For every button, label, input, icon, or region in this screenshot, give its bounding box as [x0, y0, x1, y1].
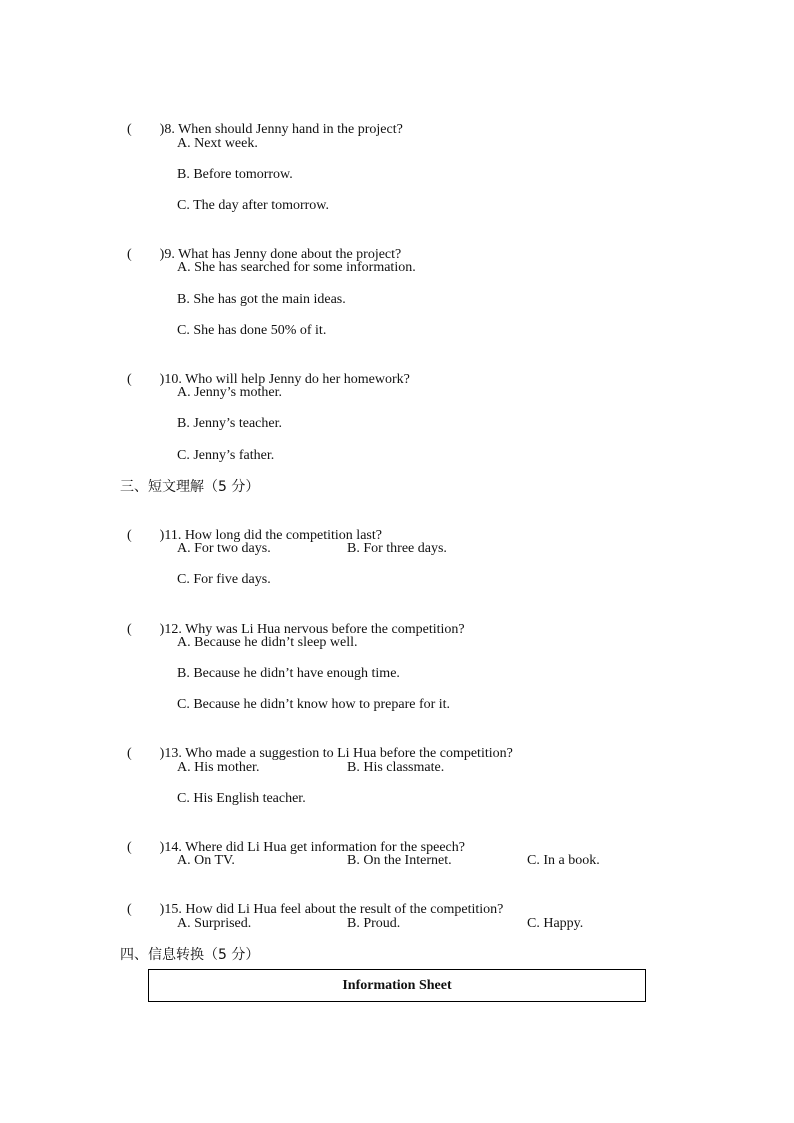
- answer-bracket-open[interactable]: (: [127, 746, 132, 761]
- answer-bracket-close: ): [159, 247, 165, 262]
- option-c[interactable]: C. In a book.: [527, 853, 600, 868]
- answer-bracket-close: ): [159, 902, 165, 917]
- answer-bracket-open[interactable]: (: [127, 122, 132, 137]
- option-b[interactable]: B. On the Internet.: [347, 853, 452, 868]
- option-c[interactable]: C. Happy.: [527, 916, 584, 931]
- question-stem: 8. When should Jenny hand in the project?: [164, 122, 403, 137]
- question-15: [120, 883, 503, 919]
- option-a[interactable]: A. Because he didn’t sleep well.: [177, 635, 358, 650]
- option-b[interactable]: B. His classmate.: [347, 760, 445, 775]
- answer-bracket-open[interactable]: (: [127, 902, 132, 917]
- option-c[interactable]: C. For five days.: [177, 572, 271, 587]
- question-13: [120, 727, 513, 763]
- option-a[interactable]: A. For two days.: [177, 541, 271, 556]
- answer-bracket-close: ): [159, 746, 165, 761]
- information-sheet-table: [148, 969, 646, 1002]
- option-c[interactable]: C. She has done 50% of it.: [177, 323, 327, 338]
- question-stem: 12. Why was Li Hua nervous before the competition?: [164, 622, 465, 637]
- option-a[interactable]: A. Next week.: [177, 136, 258, 151]
- answer-bracket-open[interactable]: (: [127, 372, 132, 387]
- answer-bracket-close: ): [159, 372, 165, 387]
- question-stem: 11. How long did the competition last?: [164, 528, 382, 543]
- answer-bracket-open[interactable]: (: [127, 622, 132, 637]
- section-heading: 三、短文理解（5 分）: [120, 479, 260, 495]
- answer-bracket-close: ): [159, 528, 165, 543]
- answer-bracket-open[interactable]: (: [127, 528, 132, 543]
- option-c[interactable]: C. Jenny’s father.: [177, 448, 275, 463]
- option-a[interactable]: A. Surprised.: [177, 916, 252, 931]
- question-stem: 10. Who will help Jenny do her homework?: [164, 372, 410, 387]
- option-c[interactable]: C. The day after tomorrow.: [177, 198, 330, 213]
- option-b[interactable]: B. Because he didn’t have enough time.: [177, 666, 400, 681]
- section-heading: 四、信息转换（5 分）: [120, 947, 260, 963]
- question-stem: 15. How did Li Hua feel about the result of the competition?: [164, 902, 504, 917]
- option-b[interactable]: B. Jenny’s teacher.: [177, 416, 282, 431]
- question-stem: 14. Where did Li Hua get information for the speech?: [164, 840, 465, 855]
- option-a[interactable]: A. Jenny’s mother.: [177, 385, 282, 400]
- option-c[interactable]: C. His English teacher.: [177, 791, 306, 806]
- answer-bracket-open[interactable]: (: [127, 247, 132, 262]
- option-b[interactable]: B. Proud.: [347, 916, 401, 931]
- question-stem: 13. Who made a suggestion to Li Hua before the competition?: [164, 746, 513, 761]
- option-c[interactable]: C. Because he didn’t know how to prepare for it.: [177, 697, 451, 712]
- option-b[interactable]: B. She has got the main ideas.: [177, 292, 346, 307]
- option-b[interactable]: B. Before tomorrow.: [177, 167, 293, 182]
- option-a[interactable]: A. She has searched for some information.: [177, 260, 416, 275]
- option-a[interactable]: A. His mother.: [177, 760, 260, 775]
- answer-bracket-close: ): [159, 840, 165, 855]
- option-a[interactable]: A. On TV.: [177, 853, 235, 868]
- answer-bracket-open[interactable]: (: [127, 840, 132, 855]
- table-title: Information Sheet: [342, 977, 452, 993]
- question-stem: 9. What has Jenny done about the project?: [164, 247, 402, 262]
- option-b[interactable]: B. For three days.: [347, 541, 447, 556]
- answer-bracket-close: ): [159, 622, 165, 637]
- answer-bracket-close: ): [159, 122, 165, 137]
- question-8: [120, 103, 403, 139]
